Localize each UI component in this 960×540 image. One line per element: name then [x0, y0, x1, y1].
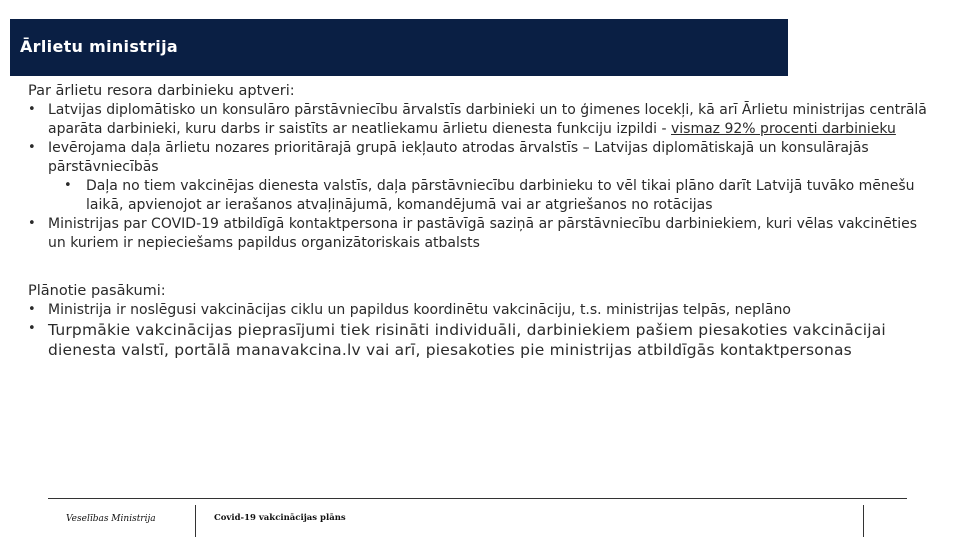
bullet-icon: •: [28, 140, 36, 155]
list-item-text: Ievērojama daļa ārlietu nozares prioritārajā grupā iekļauto atrodas ārvalstīs – Latvijas diplomātiskajā un konsulārajās pārstāvniecībās: [48, 140, 869, 175]
bullet-icon: •: [28, 321, 36, 336]
list-item-text: Ministrijas par COVID-19 atbildīgā kontaktpersona ir pastāvīgā saziņā ar pārstāvniecību darbiniekiem, kuri vēlas vakcinēties un kuriem ir nepieciešams papildus organizātoriskais atbalsts: [48, 216, 918, 251]
list-item: [26, 301, 928, 320]
highlighted-percentage: vismaz 92% procenti darbinieku: [671, 121, 896, 137]
bullet-icon: •: [28, 216, 36, 231]
footer-separator: [195, 505, 196, 537]
planned-list: [28, 301, 928, 360]
list-item: [26, 215, 928, 253]
bullet-icon: •: [64, 178, 72, 193]
bullet-icon: •: [28, 302, 36, 317]
bullet-icon: •: [28, 102, 36, 117]
planned-measures-section: [28, 282, 928, 360]
coverage-list: [28, 101, 928, 253]
section-heading-planned: Plānotie pasākumi:: [28, 283, 166, 299]
list-item-text: Latvijas diplomātisko un konsulāro pārstāvniecību ārvalstīs darbinieki un to ģimenes locekļi, kā arī Ārlietu ministrijas centrālā aparāta darbinieki, kuru darbs ir saistīts ar neatliekamu ārlietu dienesta funkciju izpildi -: [48, 102, 927, 137]
footer-separator: [863, 505, 864, 537]
footer-divider: [48, 498, 907, 499]
list-item-text: Ministrija ir noslēgusi vakcinācijas ciklu un papildus koordinētu vakcināciju, t.s. ministrijas telpās, neplāno: [48, 302, 791, 318]
section-heading-coverage: Par ārlietu resora darbinieku aptveri:: [28, 83, 295, 99]
list-item: [26, 139, 928, 177]
footer-organization: Veselības Ministrija: [66, 514, 156, 524]
footer-document-title: Covid-19 vakcinācijas plāns: [214, 513, 346, 523]
list-item: [26, 320, 928, 360]
page-title: Ārlietu ministrija: [20, 37, 178, 56]
sub-list-item: [28, 177, 928, 215]
list-item: [26, 101, 928, 139]
sub-list-item-text: Daļa no tiem vakcinējas dienesta valstīs, daļa pārstāvniecību darbinieku to vēl tikai plāno darīt Latvijā tuvāko mēnešu laikā, apvienojot ar ierašanos atvaļinājumā, komandējumā vai ar atgriešanos no rotācijas: [86, 178, 915, 213]
list-item-text: Turpmākie vakcinācijas pieprasījumi tiek risināti individuāli, darbiniekiem pašiem piesakoties vakcinācijai dienesta valstī, portālā manavakcina.lv vai arī, piesakoties pie ministrijas atbildīgās kontaktpersonas: [48, 321, 886, 359]
slide-content: [28, 82, 928, 360]
